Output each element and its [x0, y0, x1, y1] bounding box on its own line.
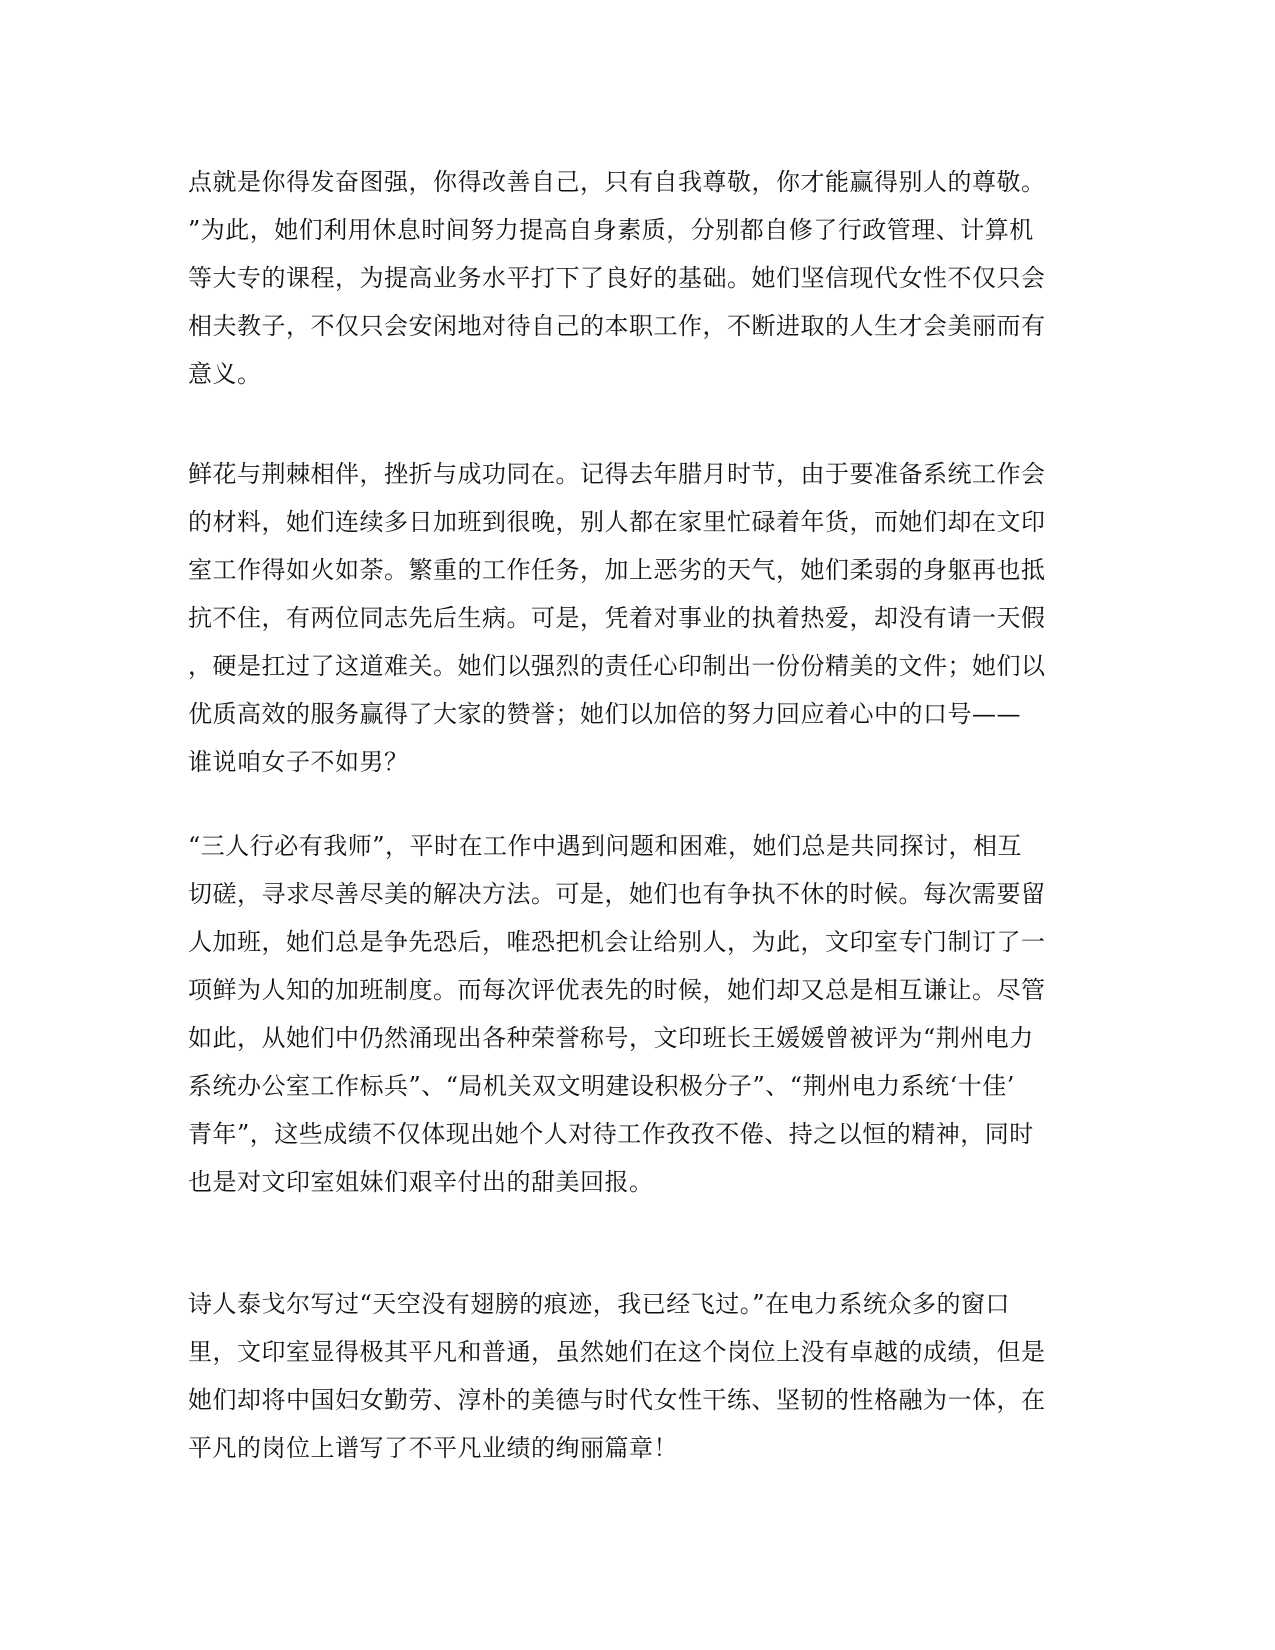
paragraph-hardship	[188, 450, 1088, 786]
paragraph-self-improvement	[188, 158, 1088, 398]
text-line: 抗不住，有两位同志先后生病。可是，凭着对事业的执着热爱，却没有请一天假	[188, 604, 1046, 632]
text-line: 项鲜为人知的加班制度。而每次评优表先的时候，她们却又总是相互谦让。尽管	[188, 976, 1046, 1004]
text-line: 平凡的岗位上谱写了不平凡业绩的绚丽篇章！	[188, 1434, 678, 1462]
text-line: 青年”，这些成绩不仅体现出她个人对待工作孜孜不倦、持之以恒的精神，同时	[188, 1120, 1034, 1148]
text-line: 优质高效的服务赢得了大家的赞誉；她们以加倍的努力回应着心中的口号——	[188, 700, 1021, 728]
paragraph-conclusion	[188, 1280, 1088, 1472]
paragraph-teamwork	[188, 822, 1088, 1206]
text-line: 她们却将中国妇女勤劳、淳朴的美德与时代女性干练、坚韧的性格融为一体，在	[188, 1386, 1046, 1414]
text-line: ，硬是扛过了这道难关。她们以强烈的责任心印制出一份份精美的文件；她们以	[188, 652, 1046, 680]
text-line: 等大专的课程，为提高业务水平打下了良好的基础。她们坚信现代女性不仅只会	[188, 264, 1046, 292]
text-line: 鲜花与荆棘相伴，挫折与成功同在。记得去年腊月时节，由于要准备系统工作会	[188, 460, 1046, 488]
text-line: 也是对文印室姐妹们艰辛付出的甜美回报。	[188, 1168, 654, 1196]
text-line: 人加班，她们总是争先恐后，唯恐把机会让给别人，为此，文印室专门制订了一	[188, 928, 1046, 956]
text-line: 室工作得如火如荼。繁重的工作任务，加上恶劣的天气，她们柔弱的身躯再也抵	[188, 556, 1046, 584]
text-line: 点就是你得发奋图强，你得改善自己，只有自我尊敬，你才能赢得别人的尊敬。	[188, 168, 1046, 196]
text-line: 切磋，寻求尽善尽美的解决方法。可是，她们也有争执不休的时候。每次需要留	[188, 880, 1046, 908]
text-line: “三人行必有我师”，平时在工作中遇到问题和困难，她们总是共同探讨，相互	[188, 832, 1023, 860]
text-line: 相夫教子，不仅只会安闲地对待自己的本职工作，不断进取的人生才会美丽而有	[188, 312, 1046, 340]
text-line: ”为此，她们利用休息时间努力提高自身素质，分别都自修了行政管理、计算机	[188, 216, 1034, 244]
text-line: 的材料，她们连续多日加班到很晚，别人都在家里忙碌着年货，而她们却在文印	[188, 508, 1046, 536]
text-line: 里，文印室显得极其平凡和普通，虽然她们在这个岗位上没有卓越的成绩，但是	[188, 1338, 1046, 1366]
text-line: 谁说咱女子不如男？	[188, 748, 409, 776]
text-line: 系统办公室工作标兵”、“局机关双文明建设积极分子”、“荆州电力系统‘十佳’	[188, 1072, 1015, 1100]
text-line: 意义。	[188, 360, 262, 388]
text-line: 诗人泰戈尔写过“天空没有翅膀的痕迹，我已经飞过。”在电力系统众多的窗口	[188, 1290, 1011, 1318]
text-line: 如此，从她们中仍然涌现出各种荣誉称号，文印班长王媛媛曾被评为“荆州电力	[188, 1024, 1034, 1052]
